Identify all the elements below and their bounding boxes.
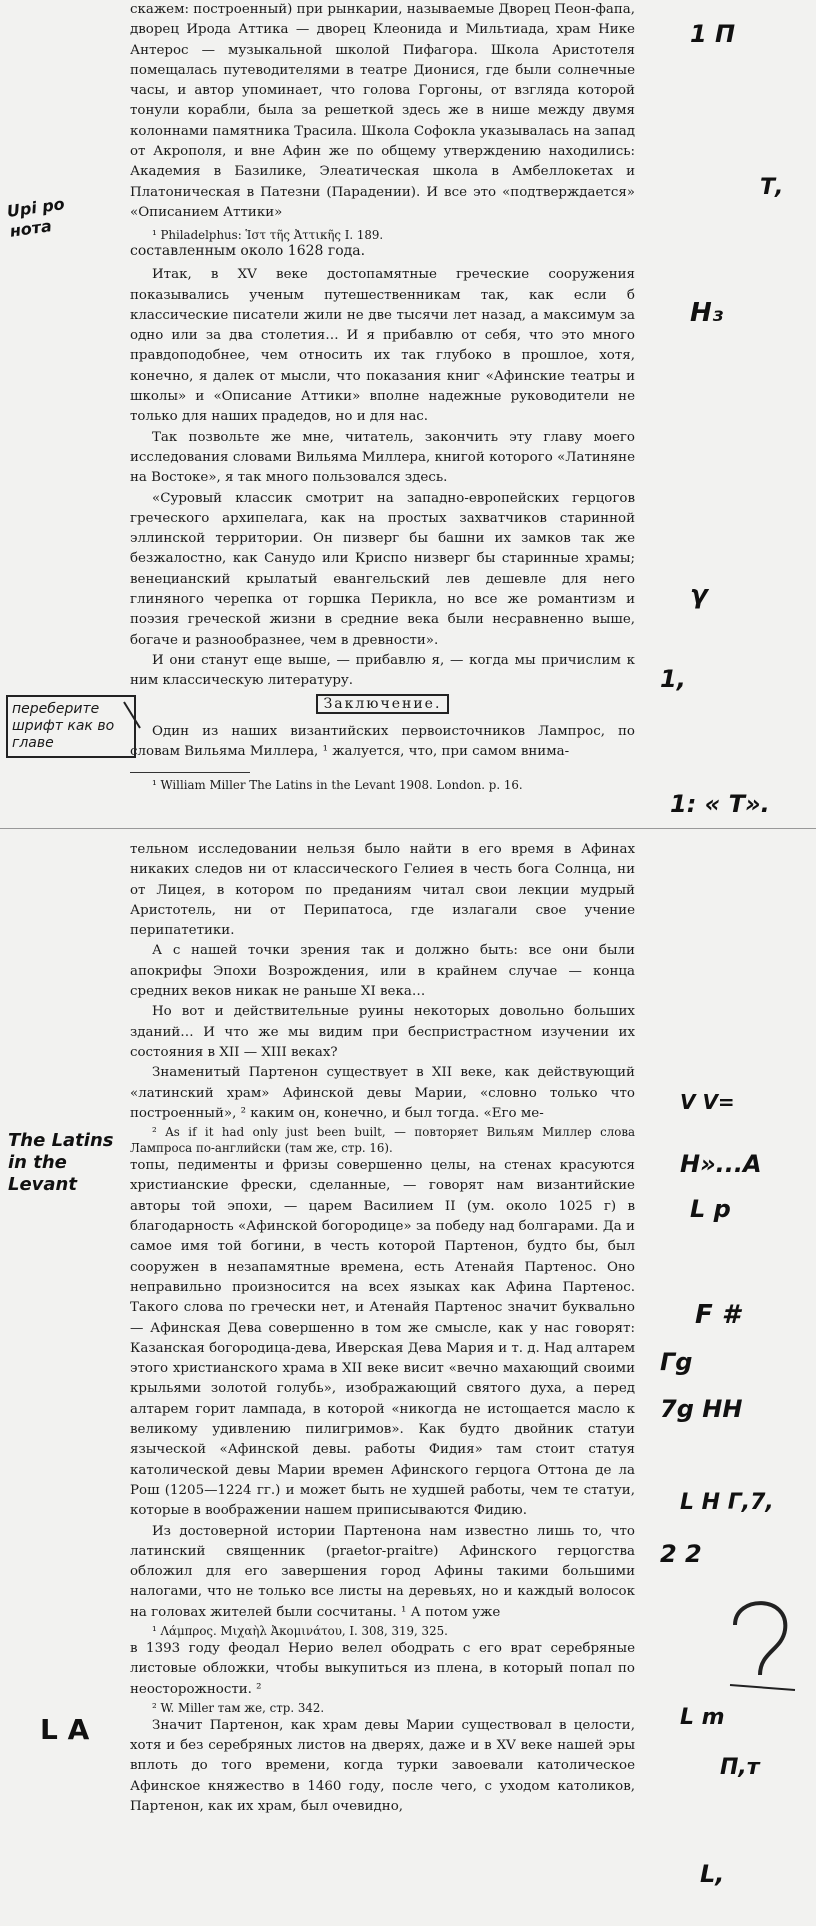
margin-note-boxed: переберите шрифт как во главе — [6, 695, 136, 758]
proof-mark: V V= — [680, 1090, 735, 1114]
proof-mark: γ — [690, 580, 708, 610]
paragraph: Знаменитый Партенон существует в XII веке, как действующий «латинский храм» Афинской девы Марии, «словно только что построенный», ² каким он, конечно, и был тогда. «Его ме- — [130, 1065, 635, 1121]
paragraph: Из достоверной истории Партенона нам известно лишь то, что латинский священник (praetor-praitre) Афинского герцогства обложил для его завершения город Афины такими большими налогами, что не только все листы на деревьях, но и каждый волосок на головах жителей были сосчитаны. ¹ А потом уже — [130, 1523, 635, 1620]
paragraph: «Суровый классик смотрит на западно-европейских герцогов греческого архипелага, как на простых захватчиков старинной эллинской территории. Он пизверг бы башни их замков так же безжалостно, как Санудо или Криспо низверг бы старинные храмы; венецианский крылатый евангельский лев дешевле для него глиняного черепка от горшка Перикла, но все же романтизм и поэзия греческой жизни в средние века были несравненно выше, богаче и разнообразнее, чем в древности». — [130, 490, 635, 648]
page-fold-line — [0, 828, 816, 829]
text-column-upper — [130, 0, 635, 793]
paragraph: Но вот и действительные руины некоторых довольно больших зданий… И что же мы видим при беспристрастном изучении их состояния в XII — XIII веках? — [130, 1004, 635, 1060]
proof-mark: 2 2 — [660, 1540, 702, 1568]
margin-note: Upi ро нота — [5, 194, 66, 241]
proof-mark: L m — [680, 1705, 725, 1730]
margin-note: L A — [40, 1713, 90, 1746]
footnote: ² W. Miller там же, стр. 342. — [152, 1700, 325, 1715]
proof-mark: 1 П — [690, 20, 736, 48]
paragraph: составленным около 1628 года. — [130, 243, 366, 260]
proof-mark: L H Γ,7, — [680, 1490, 774, 1515]
proof-mark: L, — [700, 1860, 725, 1888]
margin-note: The Latins in the Levant — [8, 1130, 114, 1195]
footnote: ² As if it had only just been built, — повторяет Вильям Миллер слова Лампроса по-английски (там же, стр. 16). — [130, 1125, 635, 1156]
section-heading: Заключение. — [130, 694, 635, 714]
proof-mark: H₃ — [690, 298, 724, 328]
question-mark-icon — [720, 1590, 800, 1700]
paragraph: Один из наших византийских первоисточников Лампрос, по словам Вильяма Миллера, ¹ жалуется, что, при самом внима- — [130, 723, 635, 760]
proof-mark: Т, — [760, 175, 784, 200]
paragraph: в 1393 году феодал Нерио велел ободрать с его врат серебряные листовые обложки, чтобы выкупиться из плена, в который попал по неосторожности. ² — [130, 1640, 635, 1697]
footnote: ¹ William Miller The Latins in the Levant 1908. London. p. 16. — [152, 778, 523, 793]
paragraph: Итак, в XV веке достопамятные греческие сооружения показывались ученым путешественникам так, как если б классические писатели жили не две тысячи лет назад, а максимум за одно или за два столетия… И я прибавлю от себя, что это много правдоподобнее, чем относить их так глубоко в прошлое, хотя, конечно, я далек от мысли, что показания книг «Афинские театры и школы» и «Описание Аттики» вполне надежные руководители не только для наших прадедов, но и для нас. — [130, 267, 635, 425]
paragraph: Так позвольте же мне, читатель, закончить эту главу моего исследования словами Вильяма Миллера, книгой которого «Латиняне на Востоке», я так много пользовался здесь. — [130, 429, 635, 486]
paragraph: тельном исследовании нельзя было найти в его время в Афинах никаких следов ни от классического Гелиея в честь бога Солнца, ни от Лицея, в котором по преданиям читал свои лекции мудрый Аристотель, ни от Перипатоса, где излагали свое учение перипатетики. — [130, 842, 635, 939]
proof-mark: L p — [690, 1195, 731, 1223]
paragraph: скажем: построенный) при pынкарии, называемые Дворец Пеон-фапа, дворец Ирода Аттика — дворец Клеонида и Мильтиада, храм Нике Антерос — музыкальной школой Пифагора. Школа Аристотеля помещалась путеводителями в театре Дионися, где были солнечные часы, и автор упоминает, что голова Горгоны, от взгляда которой тонули корабли, была за решеткой здесь же в нише между двумя колоннами памятника Трасила. Школа Софокла указывалась на запад от Акрополя, и вне Афин же по общему утверждению находились: Академия в Базилике, Элеатическая школа в Амбеллокетах и Платоническая в Патезни (Парадении). И все это «подтверждается» «Описанием Аттики» — [130, 2, 635, 220]
arrow-icon — [122, 700, 142, 730]
paragraph: топы, педименты и фризы совершенно целы, на стенах красуются христианские фрески, сделанные, — говорят нам византийские авторы той эпохи, — царем Василием II (ум. около 1025 г) в благодарность «Афинской богородице» за победу над болгарами. Да и самое имя той богини, в честь которой Партенон, будто бы, был сооружен в незапамятные времена, есть Атенайя Партенос. Оно неправильно произносится на всех языках как Афина Партенос. Такого слова по гречески нет, и Атенайя Партенос значит буквально — Афинская Дева совершенно в том же смысле, как у нас говорят: Казанская богородица-дева, Иверская Дева Мария и т. д. Над алтарем этого христианского храма в XII веке висит «вечно махающий своими крыльями золотой голубь», изображающий святого духа, а перед алтарем горит лампада, в которой «никогда не истощается масло к великому удивлению пилигримов». Как будто двойник статуи языческой «Афинской девы. работы Фидия» там стоит статуя католической девы Марии времен Афинского герцога Оттона де ла Рош (1205—1224 гг.) и может быть не худшей работы, чем те статуи, которые в воображении нашем приписываются Фидию. — [130, 1158, 636, 1519]
proof-mark: П,т — [720, 1755, 760, 1780]
proof-mark: 1, — [660, 665, 686, 693]
proof-mark: F # — [695, 1300, 740, 1330]
footnote-rule — [130, 772, 250, 773]
paragraph: И они станут еще выше, — прибавлю я, — когда мы причислим к ним классическую литературу. — [130, 652, 635, 689]
footnote: ¹ Philadelphus: Ἱστ τῆς Ἀττικῆς I. 189. — [152, 228, 384, 243]
text-column-lower — [130, 840, 635, 1817]
proof-mark: 7g НН — [660, 1395, 743, 1423]
proof-mark: 1: « Т». — [670, 790, 770, 818]
footnote: ¹ Λάμπρος. Μιχαὴλ Ἀκομινάτου, I. 308, 319, 325. — [152, 1623, 448, 1638]
proof-mark: Γg — [660, 1348, 693, 1376]
paragraph: А с нашей точки зрения так и должно быть: все они были апокрифы Эпохи Возрождения, или в крайнем случае — конца средних веков никак не раньше XI века… — [130, 943, 635, 1000]
proof-mark: Н»...А — [680, 1150, 762, 1178]
paragraph: Значит Партенон, как храм девы Марии существовал в целости, хотя и без серебряных листов на дверях, даже и в XV веке нашей эры вплоть до того времени, когда турки завоевали католическое Афинское княжество в 1460 году, после чего, с уходом католиков, Партенон, как их храм, был очевидно, — [130, 1717, 635, 1815]
